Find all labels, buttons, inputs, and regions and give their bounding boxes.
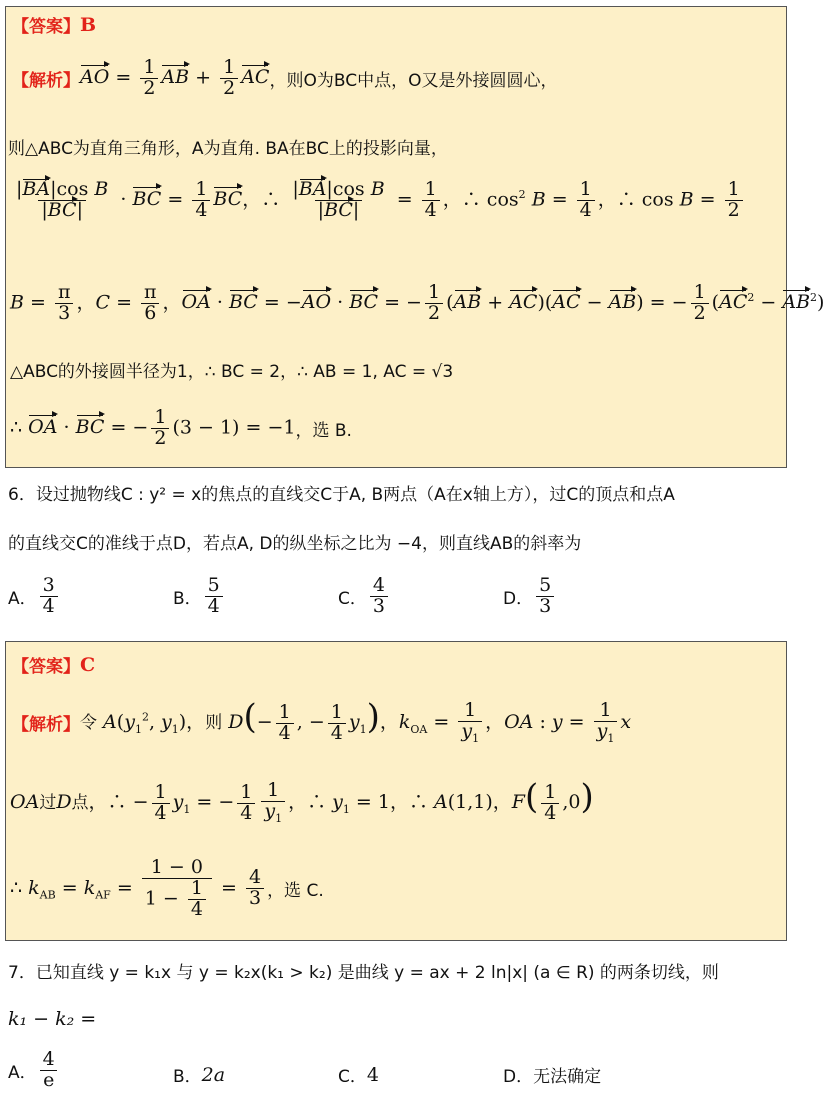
box2-line-1 [12, 697, 632, 746]
q6-option-d[interactable]: D． $\frac{5}{3}$ [503, 576, 557, 617]
analysis-line-5 [10, 357, 453, 382]
final-dot-product: ∴ OA · BC = − $\frac{1}{2}$ (3 − 1) = −1 [10, 406, 296, 449]
eq-ao: AO = $\frac{1}{2}$ AB + $\frac{1}{2}$ AC [80, 56, 270, 99]
q7-option-c[interactable]: C． 4 [338, 1063, 379, 1087]
q7-option-b[interactable]: B． 2a [173, 1063, 226, 1087]
slope-ab: ∴ $k_{AB} = k_{AF}$ = 1 − 0 1 − $\frac{1}{4}$ = $\frac{4}{3}$ [10, 858, 267, 920]
q7-stem-line-2: k₁ − k₂ = [8, 1008, 97, 1030]
projection-equations: $\frac{\text{|BA|cos B}}{|BC|}$ · BC = $\frac{1}{4}$ BC，∴ $\frac{\text{|BA|cos B}}{|BC|}$ = $\frac{1}{4}$ ，∴ $\cos^2 B$ = $\frac{1}{4}$ ，∴ cos B = $\frac{1}{2}$ [10, 180, 746, 221]
oa-through-d: OA过D点，∴ − $\frac{1}{4}$ $y_1$ = − $\frac{1}{4}$ $\frac{1}{y_1}$ ，∴ $y_1 = 1$，∴ A(1,1)，F( $\frac{1}{4}$ ,0) [10, 777, 594, 826]
q6-option-a[interactable]: A． $\frac{3}{4}$ [8, 576, 61, 617]
set-point-a: 令 $A(y_1^2$, $y_1$)，则 D(− $\frac{1}{4}$ , − $\frac{1}{4}$ $y_1$)，$k_{OA}$ = $\frac{1}{y_1}$ ，OA : y = $\frac{1}{y_1}$ x [80, 697, 632, 746]
analysis-line-4 [10, 283, 824, 324]
analysis-line-1 [12, 58, 557, 99]
analysis-line-2 [8, 134, 448, 159]
q6-option-c[interactable]: C． $\frac{4}{3}$ [338, 576, 391, 617]
q7-option-a[interactable]: A． $\frac{4}{e}$ [8, 1050, 61, 1091]
answer-value: C [80, 653, 96, 676]
q7-stem-line-1: 7．已知直线 y = k₁x 与 y = k₂x(k₁ > k₂) 是曲线 y = ax + 2 ln|x| (a ∈ R) 的两条切线，则 [8, 963, 719, 983]
analysis-line-6 [10, 408, 352, 449]
answer-tag: 【答案】 [12, 17, 80, 37]
analysis-line-3 [10, 180, 746, 221]
analysis-tag: 【解析】 [12, 714, 80, 735]
analysis-tag: 【解析】 [12, 70, 80, 91]
box2-line-2 [10, 777, 594, 826]
answer-tag: 【答案】 [12, 657, 80, 677]
angle-and-dot-product: B = $\frac{\pi}{3}$ ，C = $\frac{\pi}{6}$ ，OA · BC = −AO · BC = − $\frac{1}{2}$ (AB + AC)(AC − AB) = − $\frac{1}{2}$ $(AC^2 - AB^2)$ [10, 281, 824, 324]
analysis-text-1: ，则O为BC中点，O又是外接圆圆心， [269, 70, 558, 91]
q7-option-d[interactable]: D． 无法确定 [503, 1067, 602, 1087]
answer-line-q6 [12, 652, 95, 677]
choose-b-text: ，选 B. [295, 420, 352, 441]
analysis-text-2: 则△ABC为直角三角形，A为直角. BA在BC上的投影向量， [8, 139, 448, 159]
choose-c-text: ，选 C. [267, 881, 324, 902]
q6-stem-line-2: 的直线交C的准线于点D，若点A, D的纵坐标之比为 −4，则直线AB的斜率为 [8, 534, 582, 554]
analysis-text-5: △ABC的外接圆半径为1，∴ BC = 2，∴ AB = 1, AC = √3 [10, 362, 454, 382]
box2-line-3 [10, 858, 324, 920]
answer-line-q5 [12, 12, 96, 37]
q6-stem-line-1: 6．设过抛物线C : y² = x的焦点的直线交C于A, B两点（A在x轴上方），过C的顶点和点A [8, 485, 675, 505]
q6-option-b[interactable]: B． $\frac{5}{4}$ [173, 576, 226, 617]
answer-value: B [80, 13, 97, 36]
